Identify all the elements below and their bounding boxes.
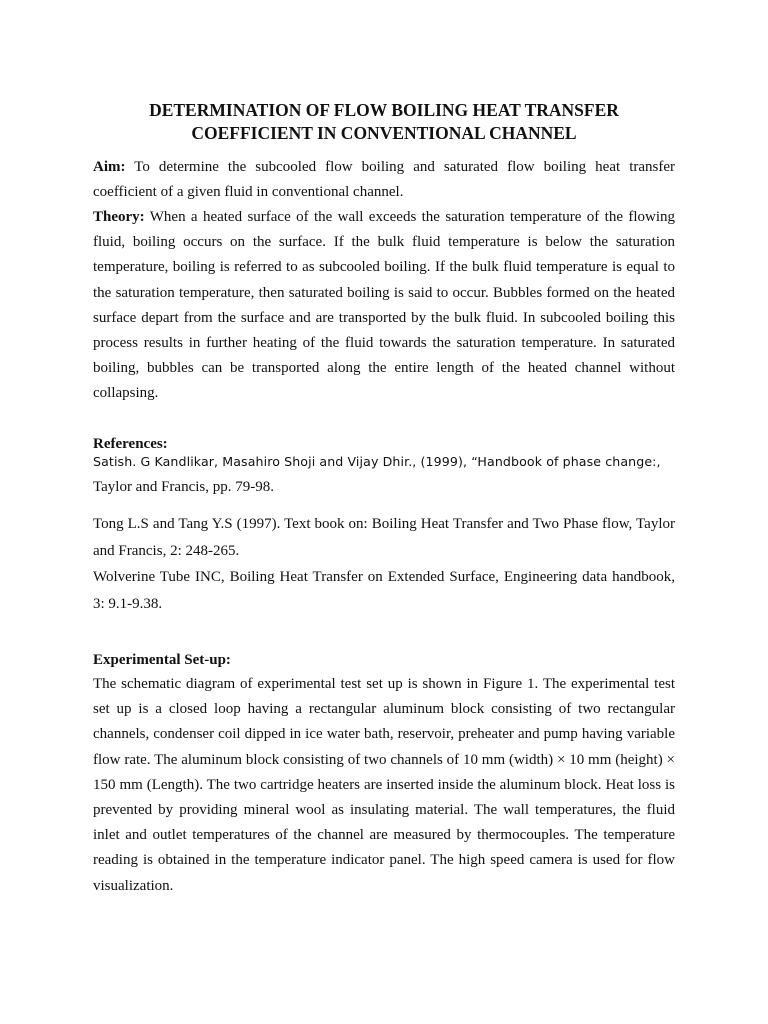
theory-label: Theory: xyxy=(93,209,145,225)
reference-item xyxy=(93,451,675,498)
reference-1-line-2: Taylor and Francis, pp. 79-98. xyxy=(93,479,274,495)
title-line-1: DETERMINATION OF FLOW BOILING HEAT TRANSFER xyxy=(149,100,619,120)
reference-item: Tong L.S and Tang Y.S (1997). Text book on: Boiling Heat Transfer and Two Phase flow, Taylor and Francis, 2: 248-265. xyxy=(93,516,675,559)
title-line-2: COEFFICIENT IN CONVENTIONAL CHANNEL xyxy=(191,123,577,143)
theory-text: When a heated surface of the wall exceeds the saturation temperature of the flowing fluid, boiling occurs on the surface. If the bulk fluid temperature is below the saturation temperature, boiling is referred to as subcooled boiling. If the bulk fluid temperature is equal to the saturation temperature, then saturated boiling is said to occur. Bubbles formed on the heated surface depart from the surface and are transported by the bulk fluid. In subcooled boiling this process results in further heating of the fluid towards the saturation temperature. In saturated boiling, bubbles can be transported along the entire length of the heated channel without collapsing. xyxy=(93,209,675,402)
aim-label: Aim: xyxy=(93,159,126,175)
aim-text: To determine the subcooled flow boiling and saturated flow boiling heat transfer coefficient of a given fluid in conventional channel. xyxy=(93,159,675,201)
theory-paragraph xyxy=(93,205,675,407)
references-heading: References: xyxy=(93,436,168,452)
setup-heading: Experimental Set-up: xyxy=(93,652,231,668)
setup-paragraph: The schematic diagram of experimental test set up is shown in Figure 1. The experimental test set up is a closed loop having a rectangular aluminum block consisting of two rectangular channels, condenser coil dipped in ice water bath, reservoir, preheater and pump having variable flow rate. The aluminum block consisting of two channels of 10 mm (width) × 10 mm (height) × 150 mm (Length). The two cartridge heaters are inserted inside the aluminum block. Heat loss is prevented by providing mineral wool as insulating material. The wall temperatures, the fluid inlet and outlet temperatures of the channel are measured by thermocouples. The temperature reading is obtained in the temperature indicator panel. The high speed camera is used for flow visualization. xyxy=(93,676,675,894)
document-title xyxy=(92,99,676,145)
reference-item: Wolverine Tube INC, Boiling Heat Transfer on Extended Surface, Engineering data handbook, 3: 9.1-9.38. xyxy=(93,569,675,612)
aim-paragraph xyxy=(93,155,675,205)
reference-1-line-1: Satish. G Kandlikar, Masahiro Shoji and Vijay Dhir., (1999), “Handbook of phase change:, xyxy=(93,454,661,469)
